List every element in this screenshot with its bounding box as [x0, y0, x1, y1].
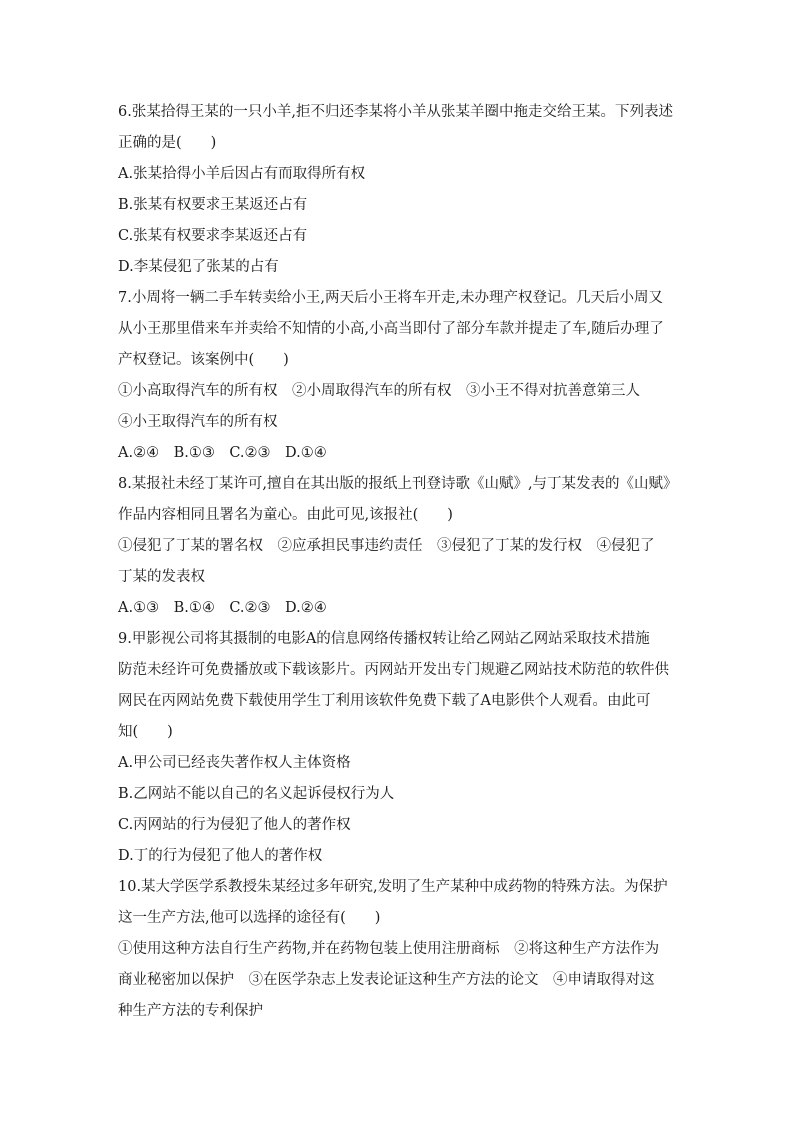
q10-stem-line-2: 这一生产方法,他可以选择的途径有( ) [118, 910, 381, 926]
q10-statements-line-3: 种生产方法的专利保护 [118, 1003, 263, 1019]
q6-option-c: C.张某有权要求李某返还占有 [118, 228, 308, 244]
q6-option-d: D.李某侵犯了张某的占有 [118, 259, 279, 275]
q7-stem-line-3: 产权登记。该案例中( ) [118, 352, 289, 368]
q7-statements-line-2: ④小王取得汽车的所有权 [118, 414, 278, 430]
q7-options: A.②④ B.①③ C.②③ D.①④ [118, 445, 327, 461]
q6-stem-line-2: 正确的是( ) [118, 135, 217, 151]
q9-option-b: B.乙网站不能以自己的名义起诉侵权行为人 [118, 786, 395, 802]
q9-stem-line-4: 知( ) [118, 724, 173, 740]
q6-stem-line-1: 6.张某拾得王某的一只小羊,拒不归还李某将小羊从张某羊圈中拖走交给王某。下列表述 [118, 104, 673, 120]
q8-statements-line-2: 丁某的发表权 [118, 569, 205, 585]
q8-statements-line-1: ①侵犯了丁某的署名权 ②应承担民事违约责任 ③侵犯了丁某的发行权 ④侵犯了 [118, 538, 655, 554]
q8-options: A.①③ B.①④ C.②③ D.②④ [118, 600, 327, 616]
q9-option-d: D.丁的行为侵犯了他人的著作权 [118, 848, 323, 864]
q10-statements-line-2: 商业秘密加以保护 ③在医学杂志上发表论证这种生产方法的论文 ④申请取得对这 [118, 972, 655, 988]
q7-stem-line-1: 7.小周将一辆二手车转卖给小王,两天后小王将车开走,未办理产权登记。几天后小周又 [118, 290, 664, 306]
q9-option-a: A.甲公司已经丧失著作权人主体资格 [118, 755, 351, 771]
q9-option-c: C.丙网站的行为侵犯了他人的著作权 [118, 817, 351, 833]
q10-stem-line-1: 10.某大学医学系教授朱某经过多年研究,发明了生产某种中成药物的特殊方法。为保护 [118, 879, 668, 895]
q9-stem-line-3: 网民在丙网站免费下载使用学生丁利用该软件免费下载了A电影供个人观看。由此可 [118, 693, 651, 709]
q8-stem-line-1: 8.某报社未经丁某许可,擅自在其出版的报纸上刊登诗歌《山赋》,与丁某发表的《山赋》 [118, 476, 678, 492]
q6-option-b: B.张某有权要求王某返还占有 [118, 197, 308, 213]
q7-statements-line-1: ①小高取得汽车的所有权 ②小周取得汽车的所有权 ③小王不得对抗善意第三人 [118, 383, 640, 399]
q10-statements-line-1: ①使用这种方法自行生产药物,并在药物包装上使用注册商标 ②将这种生产方法作为 [118, 941, 660, 957]
q7-stem-line-2: 从小王那里借来车并卖给不知情的小高,小高当即付了部分车款并提走了车,随后办理了 [118, 321, 664, 337]
q9-stem-line-1: 9.甲影视公司将其摄制的电影A的信息网络传播权转让给乙网站乙网站采取技术措施 [118, 631, 650, 647]
q9-stem-line-2: 防范未经许可免费播放或下载该影片。丙网站开发出专门规避乙网站技术防范的软件供 [118, 662, 669, 678]
q6-option-a: A.张某拾得小羊后因占有而取得所有权 [118, 166, 366, 182]
q8-stem-line-2: 作品内容相同且署名为童心。由此可见,该报社( ) [118, 507, 453, 523]
